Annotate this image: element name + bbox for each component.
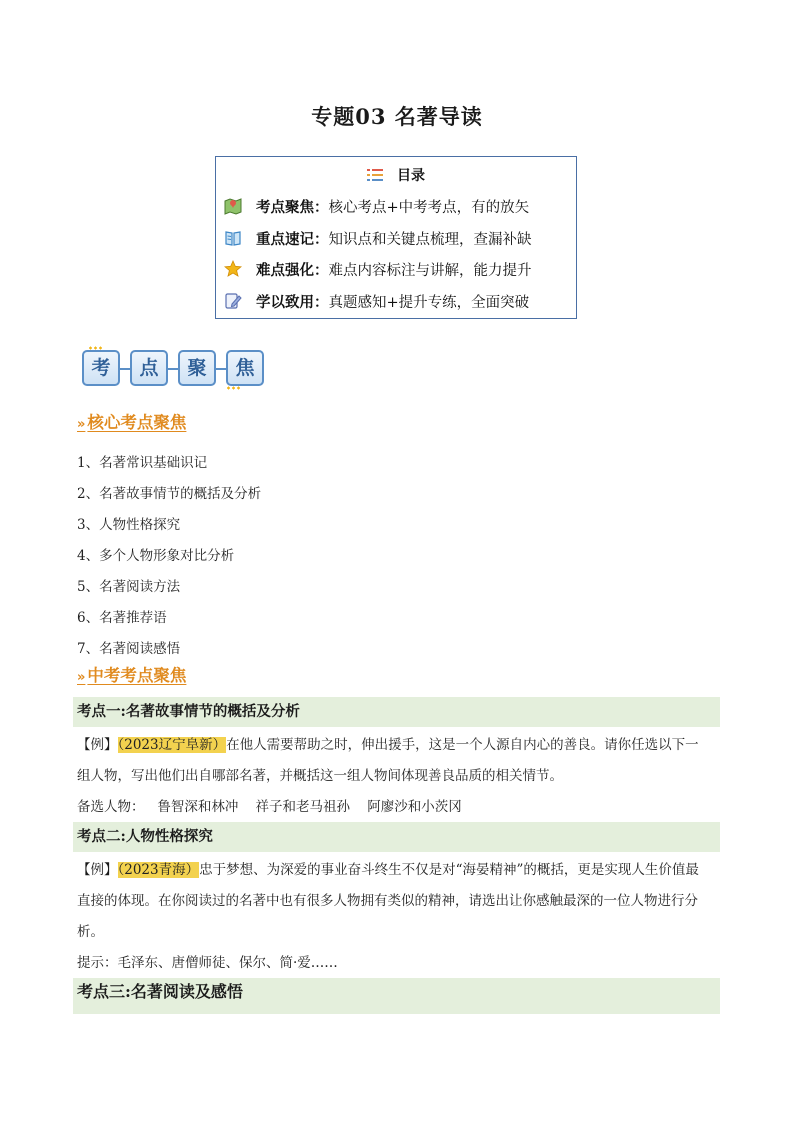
example-paragraph: 【例】（2023辽宁阜新）在他人需要帮助之时，伸出援手，这是一个人源自内心的善良。请你任选以下一 组人物，写出他们出自哪部名著，并概括这一组人物间体现善良品质的相关情节。 备选人物： 鲁智深和林冲 祥子和老马祖孙 阿廖沙和小茨冈 (77, 737, 699, 815)
list-item: 4、多个人物形象对比分析 (77, 548, 235, 564)
toc-heading: 目录 (216, 165, 576, 185)
map-icon (224, 197, 242, 215)
list-item: 2、名著故事情节的概括及分析 (77, 486, 262, 502)
double-chevron-icon: » (77, 670, 86, 685)
badge-char: 考 (82, 350, 120, 386)
badge-char: 点 (130, 350, 168, 386)
toc-item: 难点强化： 难点内容标注与讲解，能力提升 (224, 258, 532, 280)
star-icon (224, 260, 242, 278)
list-item: 3、人物性格探究 (77, 517, 181, 533)
example-source: （2023辽宁阜新） (117, 737, 227, 753)
sparkle-icon (226, 386, 240, 390)
badge-char: 聚 (178, 350, 216, 386)
edit-icon (224, 292, 242, 310)
list-item: 7、名著阅读感悟 (77, 641, 181, 657)
exam-point-title: 考点三:名著阅读及感悟 (73, 978, 720, 1014)
book-icon (224, 229, 242, 247)
table-of-contents (215, 156, 577, 319)
page-title: 专题03 名著导读 (311, 104, 483, 129)
section-heading: » 核心考点聚焦 (77, 413, 187, 432)
exam-point-title: 考点一:名著故事情节的概括及分析 (73, 697, 720, 727)
toc-item: 重点速记： 知识点和关键点梳理，查漏补缺 (224, 227, 532, 249)
list-item: 5、名著阅读方法 (77, 579, 181, 595)
toc-item: 考点聚焦： 核心考点+中考考点，有的放矢 (224, 195, 529, 217)
badge-char: 焦 (226, 350, 264, 386)
exam-point-title: 考点二:人物性格探究 (73, 822, 720, 852)
section-badge (78, 346, 268, 392)
example-source: （2023青海） (117, 862, 200, 878)
section-heading: » 中考考点聚焦 (77, 666, 187, 685)
double-chevron-icon: » (77, 417, 86, 432)
list-icon (367, 169, 383, 181)
list-item: 6、名著推荐语 (77, 610, 167, 626)
list-item: 1、名著常识基础识记 (77, 455, 208, 471)
toc-item: 学以致用： 真题感知+提升专练，全面突破 (224, 290, 529, 312)
example-paragraph: 【例】（2023青海）忠于梦想、为深爱的事业奋斗终生不仅是对“海晏精神”的概括，更是实现人生价值最 直接的体现。在你阅读过的名著中也有很多人物拥有类似的精神，请选出让你感触最深的一位人物进行分 析。 提示：毛泽东、唐僧师徒、保尔、简·爱…… (77, 862, 699, 971)
